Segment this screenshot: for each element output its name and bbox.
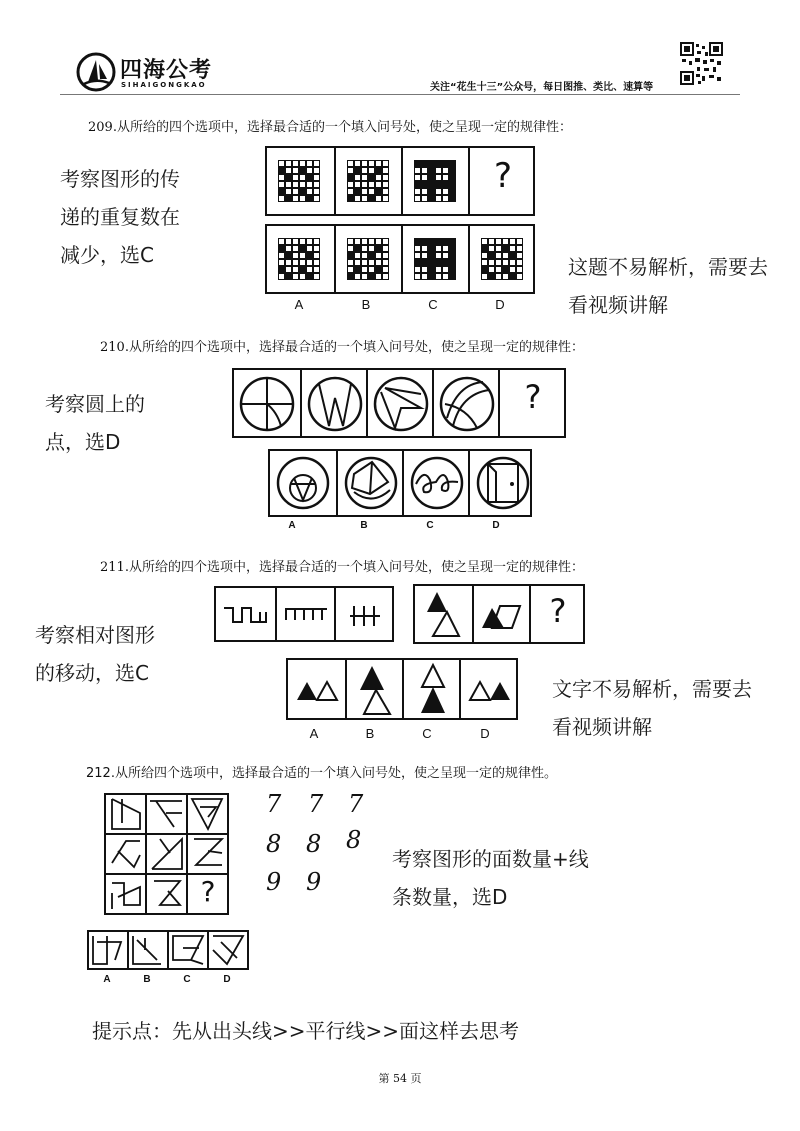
digit: 7 [266, 790, 282, 818]
pattern-cell [482, 253, 487, 258]
pattern-cell [300, 175, 305, 180]
pattern-cell [362, 175, 367, 180]
pattern-cell [376, 274, 381, 279]
question-209-sequence [265, 146, 535, 216]
pattern-cell [279, 239, 284, 244]
option-b[interactable] [334, 226, 402, 292]
pattern-cell [293, 189, 298, 194]
sequence-figure [300, 370, 367, 436]
question-number: 209. [88, 120, 117, 135]
pattern-cell [362, 196, 367, 201]
pattern-cell [415, 189, 420, 194]
pattern-cell [293, 267, 298, 272]
option-label: A [103, 974, 111, 985]
pattern-cell [293, 253, 298, 258]
option-a[interactable] [270, 451, 337, 515]
pattern-cell [300, 260, 305, 265]
pattern-cell [383, 161, 388, 166]
option-d[interactable] [468, 226, 536, 292]
pattern-cell [510, 260, 515, 265]
pattern-cell [369, 260, 374, 265]
option-label: C [426, 520, 434, 531]
pattern-cell [300, 274, 305, 279]
pattern-cell [314, 246, 319, 251]
pattern-cell [300, 182, 305, 187]
pattern-cell [415, 168, 420, 173]
pattern-cell [348, 182, 353, 187]
pattern-cell [369, 189, 374, 194]
pattern-cell [348, 246, 353, 251]
pattern-cell [362, 253, 367, 258]
pattern-cell [314, 189, 319, 194]
pattern-cell [415, 196, 420, 201]
pattern-cell [279, 274, 284, 279]
pattern-cell [422, 253, 427, 258]
option-label: A [294, 297, 304, 312]
sequence-figure [334, 588, 394, 640]
pattern-cell [383, 253, 388, 258]
pattern-cell [300, 253, 305, 258]
option-a[interactable] [288, 660, 346, 718]
note-line: 考察图形的传 [60, 167, 180, 191]
pattern-cell [436, 253, 441, 258]
pattern-cell [314, 253, 319, 258]
pattern-cell [362, 168, 367, 173]
pattern-cell [517, 239, 522, 244]
pattern-cell [443, 267, 448, 272]
pattern-cell [422, 267, 427, 272]
pattern-cell [369, 168, 374, 173]
pattern-cell [496, 274, 501, 279]
question-212-digits [258, 790, 368, 900]
question-text: 从所给的四个选项中，选择最合适的一个填入问号处，使之呈现一定的规律性： [116, 120, 572, 135]
pattern-cell [422, 196, 427, 201]
pattern-cell [376, 253, 381, 258]
pattern-cell [293, 175, 298, 180]
pattern-cell [436, 267, 441, 272]
pattern-cell [348, 260, 353, 265]
option-a[interactable] [267, 226, 335, 292]
pattern-cell [286, 246, 291, 251]
pattern-cell [383, 246, 388, 251]
pattern-cell [517, 246, 522, 251]
pattern-cell [307, 246, 312, 251]
pattern-cell [293, 260, 298, 265]
pattern-cell [348, 168, 353, 173]
pattern-cell [422, 189, 427, 194]
note-209-left [60, 160, 180, 274]
sequence-figure [432, 370, 499, 436]
note-210-left [45, 385, 145, 461]
option-label: B [361, 297, 371, 312]
pattern-cell [314, 239, 319, 244]
sequence-figure [334, 148, 402, 214]
pattern-cell [510, 246, 515, 251]
pattern-cell [348, 161, 353, 166]
question-mark-cell [498, 370, 566, 436]
pattern-cell [489, 246, 494, 251]
note-line: 考察图形的面数量+线 [392, 847, 589, 871]
pattern-cell [376, 260, 381, 265]
pattern-cell [510, 239, 515, 244]
question-211-sequence-right [413, 584, 585, 644]
pattern-cell [279, 182, 284, 187]
pattern-cell [286, 260, 291, 265]
digit: 8 [306, 830, 322, 858]
pattern-cell [369, 239, 374, 244]
question-211-options [286, 658, 518, 720]
pattern-cell [314, 175, 319, 180]
pattern-cell [362, 274, 367, 279]
question-number: 211. [100, 560, 129, 575]
pattern-cell [355, 260, 360, 265]
pattern-cell [376, 175, 381, 180]
pattern-cell [314, 267, 319, 272]
pattern-cell [383, 267, 388, 272]
sequence-figure [267, 148, 335, 214]
pattern-cell [355, 161, 360, 166]
sequence-figure [472, 586, 530, 642]
note-line: 考察相对图形 [35, 623, 155, 647]
question-210-sequence [232, 368, 566, 438]
pattern-cell [355, 253, 360, 258]
note-line: 条数量，选D [392, 885, 508, 909]
option-label: C [428, 297, 438, 312]
pattern-cell [286, 267, 291, 272]
pattern-cell [348, 239, 353, 244]
pattern-cell [293, 161, 298, 166]
digit: 7 [308, 790, 324, 818]
pattern-cell [422, 175, 427, 180]
sequence-figure [415, 586, 473, 642]
pattern-cell [307, 260, 312, 265]
page-number: 第 54 页 [378, 1072, 422, 1085]
pattern-cell [362, 267, 367, 272]
sequence-figure [234, 370, 301, 436]
pattern-cell [369, 182, 374, 187]
question-209 [88, 116, 572, 135]
pattern-cell [503, 253, 508, 258]
sequence-figure [366, 370, 433, 436]
pattern-cell [436, 196, 441, 201]
pattern-cell [369, 246, 374, 251]
pattern-cell [510, 267, 515, 272]
pattern-cell [383, 260, 388, 265]
question-209-options [265, 224, 535, 294]
digit: 8 [266, 830, 282, 858]
pattern-cell [443, 253, 448, 258]
note-212-right [392, 840, 589, 916]
option-label: C [183, 974, 191, 985]
pattern-cell [482, 239, 487, 244]
note-209-right [568, 248, 768, 324]
question-text: 从所给四个选项中，选择最合适的一个填入问号处，使之呈现一定的规律性。 [114, 766, 557, 781]
pattern-cell [436, 168, 441, 173]
question-212-options [87, 930, 249, 970]
option-c[interactable] [402, 660, 460, 718]
pattern-cell [355, 239, 360, 244]
pattern-cell [307, 239, 312, 244]
option-b[interactable] [336, 451, 403, 515]
pattern-cell [314, 168, 319, 173]
pattern-cell [362, 161, 367, 166]
pattern-cell [362, 239, 367, 244]
pattern-cell [443, 274, 448, 279]
note-line: 看视频讲解 [568, 293, 668, 317]
pattern-cell [362, 182, 367, 187]
pattern-cell [489, 267, 494, 272]
option-label: D [223, 974, 231, 985]
pattern-cell [422, 168, 427, 173]
question-212 [86, 762, 557, 781]
pattern-cell [314, 182, 319, 187]
pattern-cell [286, 168, 291, 173]
digit: 9 [266, 868, 282, 896]
pattern-cell [314, 161, 319, 166]
pattern-cell [314, 274, 319, 279]
sequence-figure [216, 588, 276, 640]
pattern-cell [496, 267, 501, 272]
pattern-cell [436, 246, 441, 251]
option-c[interactable] [401, 226, 469, 292]
question-text: 从所给的四个选项中，选择最合适的一个填入问号处，使之呈现一定的规律性： [128, 560, 584, 575]
option-label: D [480, 726, 490, 741]
option-c[interactable] [402, 451, 469, 515]
brand-name-en: SIHAIGONGKAO [121, 81, 207, 89]
pattern-cell [362, 260, 367, 265]
pattern-cell [355, 196, 360, 201]
pattern-cell [348, 267, 353, 272]
question-mark-cell [468, 148, 536, 214]
header-divider [60, 94, 740, 95]
pattern-cell [348, 189, 353, 194]
pattern-cell [443, 246, 448, 251]
pattern-cell [383, 168, 388, 173]
pattern-cell [443, 189, 448, 194]
pattern-cell [422, 274, 427, 279]
question-mark: ? [524, 378, 542, 416]
pattern-cell [376, 196, 381, 201]
pattern-cell [286, 239, 291, 244]
pattern-cell [482, 260, 487, 265]
option-d[interactable] [468, 451, 534, 515]
header [0, 0, 800, 95]
note-line: 看视频讲解 [552, 715, 652, 739]
pattern-cell [314, 260, 319, 265]
question-212-grid [104, 793, 229, 915]
digit: 8 [346, 826, 362, 854]
note-line: 这题不易解析，需要去 [568, 255, 768, 279]
pattern-cell [293, 196, 298, 201]
logo-icon [76, 52, 116, 92]
pattern-cell [482, 274, 487, 279]
pattern-cell [376, 239, 381, 244]
pattern-cell [415, 175, 420, 180]
pattern-cell [489, 239, 494, 244]
pattern-cell [436, 175, 441, 180]
pattern-cell [355, 175, 360, 180]
pattern-cell [307, 161, 312, 166]
pattern-cell [307, 168, 312, 173]
pattern-cell [383, 274, 388, 279]
tip-note: 提示点：先从出头线>>平行线>>面这样去思考 [92, 1019, 520, 1043]
note-line: 考察圆上的 [45, 392, 145, 416]
pattern-cell [369, 161, 374, 166]
pattern-cell [503, 274, 508, 279]
pattern-cell [279, 196, 284, 201]
option-label: C [422, 726, 432, 741]
pattern-cell [314, 196, 319, 201]
pattern-cell [369, 267, 374, 272]
pattern-cell [496, 260, 501, 265]
question-number: 210. [100, 340, 129, 355]
option-label: B [360, 520, 368, 531]
pattern-cell [300, 239, 305, 244]
pattern-cell [517, 267, 522, 272]
question-210-options [268, 449, 532, 517]
pattern-cell [355, 182, 360, 187]
note-211-right [552, 670, 752, 746]
pattern-cell [496, 253, 501, 258]
sequence-figure [275, 588, 335, 640]
pattern-cell [300, 196, 305, 201]
pattern-cell [355, 274, 360, 279]
question-mark: ? [493, 156, 513, 196]
pattern-cell [422, 246, 427, 251]
pattern-cell [415, 253, 420, 258]
pattern-cell [443, 175, 448, 180]
pattern-cell [279, 260, 284, 265]
option-d[interactable] [459, 660, 518, 718]
option-b[interactable] [345, 660, 403, 718]
question-211-sequence-left [214, 586, 394, 642]
pattern-cell [293, 246, 298, 251]
option-label: D [495, 297, 505, 312]
pattern-cell [436, 189, 441, 194]
option-label: D [492, 520, 500, 531]
pattern-cell [383, 175, 388, 180]
pattern-cell [496, 246, 501, 251]
question-mark: ? [200, 875, 216, 908]
header-slogan: 关注“花生十三”公众号，每日图推、类比、速算等 [430, 82, 654, 93]
pattern-cell [286, 182, 291, 187]
pattern-cell [517, 260, 522, 265]
pattern-cell [293, 239, 298, 244]
pattern-cell [496, 239, 501, 244]
question-210 [100, 336, 584, 355]
pattern-cell [293, 274, 298, 279]
pattern-cell [415, 274, 420, 279]
pattern-cell [279, 175, 284, 180]
pattern-cell [307, 189, 312, 194]
question-mark: ? [549, 592, 567, 630]
option-label: A [309, 726, 319, 741]
pattern-cell [443, 168, 448, 173]
qr-code-icon [680, 42, 723, 85]
brand-name: 四海公考 [120, 58, 213, 83]
pattern-cell [489, 260, 494, 265]
note-211-left [35, 616, 155, 692]
note-line: 递的重复数在 [60, 205, 180, 229]
note-line: 点，选D [45, 430, 121, 454]
pattern-cell [286, 189, 291, 194]
pattern-cell [293, 182, 298, 187]
pattern-cell [415, 246, 420, 251]
pattern-cell [415, 267, 420, 272]
pattern-cell [279, 253, 284, 258]
pattern-cell [503, 239, 508, 244]
digit: 7 [348, 790, 364, 818]
pattern-cell [517, 253, 522, 258]
note-line: 减少，选C [60, 243, 154, 267]
pattern-cell [293, 168, 298, 173]
digit: 9 [306, 868, 322, 896]
option-label: B [365, 726, 375, 741]
pattern-cell [503, 260, 508, 265]
pattern-cell [362, 189, 367, 194]
pattern-cell [383, 189, 388, 194]
pattern-cell [517, 274, 522, 279]
note-line: 文字不易解析，需要去 [552, 677, 752, 701]
pattern-cell [300, 161, 305, 166]
pattern-cell [383, 239, 388, 244]
pattern-cell [307, 182, 312, 187]
pattern-cell [383, 182, 388, 187]
note-line: 的移动，选C [35, 661, 149, 685]
pattern-cell [376, 161, 381, 166]
sequence-figure [401, 148, 469, 214]
pattern-cell [279, 161, 284, 166]
pattern-cell [362, 246, 367, 251]
option-label: A [288, 520, 296, 531]
pattern-cell [383, 196, 388, 201]
pattern-cell [376, 182, 381, 187]
question-mark-cell [529, 586, 585, 642]
question-number: 212. [86, 766, 115, 781]
pattern-cell [436, 274, 441, 279]
option-label: B [143, 974, 151, 985]
question-text: 从所给的四个选项中，选择最合适的一个填入问号处，使之呈现一定的规律性： [128, 340, 584, 355]
pattern-cell [307, 267, 312, 272]
pattern-cell [286, 161, 291, 166]
question-211 [100, 556, 584, 575]
pattern-cell [443, 196, 448, 201]
